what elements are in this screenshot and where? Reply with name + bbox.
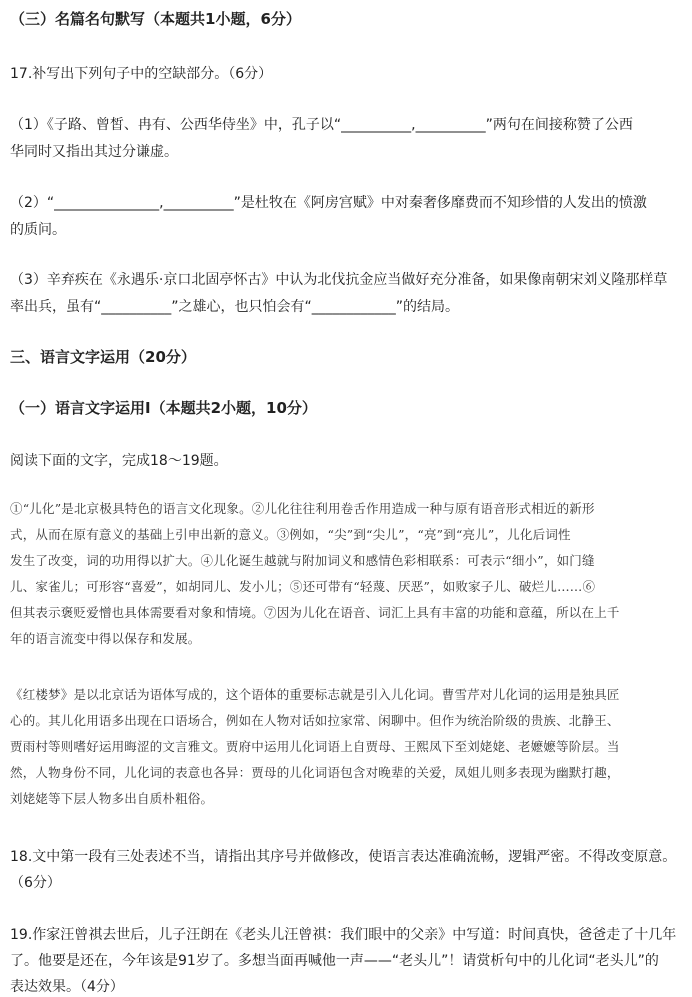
passage-p2-line: 然，人物身份不同，儿化词的表意也各异：贾母的儿化词语包含对晚辈的关爱，凤姐儿则多表现为幽默打趣， [10,765,620,780]
passage-p1-line: 式，从而在原有意义的基础上引申出新的意义。③例如，“尖”到“尖儿”，“亮”到“亮儿”，儿化后词性 [10,527,571,542]
passage-p2-line: 刘姥姥等下层人物多出自质朴粗俗。 [10,791,214,806]
subsection-title-language-use-1: （一）语言文字运用Ⅰ（本题共2小题，10分） [10,399,317,417]
part-title-language-use: 三、语言文字运用（20分） [10,348,196,366]
q17-item3-line1: （3）辛弃疾在《永遇乐·京口北固亭怀古》中认为北伐抗金应当做好充分准备，如果像南朝宋刘义隆那样草 [10,272,668,288]
question-19-line2: 了。他要是还在，今年该是91岁了。多想当面再喊他一声——“老头儿”！请赏析句中的儿化词“老头儿”的 [10,953,659,969]
q17-item1-line1: （1）《子路、曾皙、冉有、公西华侍坐》中，孔子以“__________,__________”两句在间接称赞了公西 [10,117,633,133]
reading-instruction: 阅读下面的文字，完成18～19题。 [10,453,228,469]
question-17-stem: 17.补写出下列句子中的空缺部分。（6分） [10,66,273,82]
question-19-line3: 表达效果。（4分） [10,979,124,995]
passage-p1-line: 年的语言流变中得以保存和发展。 [10,631,201,646]
passage-p2-line: 《红楼梦》是以北京话为语体写成的，这个语体的重要标志就是引入儿化词。曹雪芹对儿化词的运用是独具匠 [10,687,620,702]
question-18-line1: 18.文中第一段有三处表述不当，请指出其序号并做修改，使语言表达准确流畅，逻辑严密。不得改变原意。 [10,849,677,865]
q17-item2-line1: （2）“_______________,__________”是杜牧在《阿房宫赋》中对秦奢侈靡费而不知珍惜的人发出的愤激 [10,195,647,211]
q17-item3-line2: 率出兵，虽有“__________”之雄心，也只怕会有“____________”的结局。 [10,299,460,315]
passage-p2-line: 贾雨村等则嗜好运用晦涩的文言雅文。贾府中运用儿化词语上自贾母、王熙凤下至刘姥姥、老嬷嬷等阶层。当 [10,739,620,754]
section-title-recitation: （三）名篇名句默写（本题共1小题，6分） [10,10,301,28]
passage-p1-line: 但其表示褒贬爱憎也具体需要看对象和情境。⑦因为儿化在语音、词汇上具有丰富的功能和意蕴，所以在上千 [10,605,620,620]
question-18-line2: （6分） [10,875,61,891]
question-19-line1: 19.作家汪曾祺去世后，儿子汪朗在《老头儿汪曾祺：我们眼中的父亲》中写道：时间真快，爸爸走了十几年 [10,927,677,943]
passage-p2-line: 心的。其儿化用语多出现在口语场合，例如在人物对话如拉家常、闲聊中。但作为统治阶级的贵族、北静王、 [10,713,620,728]
passage-p1-line: 发生了改变，词的功用得以扩大。④儿化诞生越就与附加词义和感情色彩相联系：可表示“细小”，如门缝 [10,553,595,568]
q17-item1-line2: 华同时又指出其过分谦虚。 [10,144,178,160]
q17-item2-line2: 的质问。 [10,222,66,238]
passage-p1-line: ①“儿化”是北京极具特色的语言文化现象。②儿化往往利用卷舌作用造成一种与原有语音形式相近的新形 [10,501,595,516]
passage-p1-line: 儿、家雀儿；可形容“喜爱”，如胡同儿、发小儿；⑤还可带有“轻蔑、厌恶”，如败家子儿、破烂儿……⑥ [10,579,596,594]
